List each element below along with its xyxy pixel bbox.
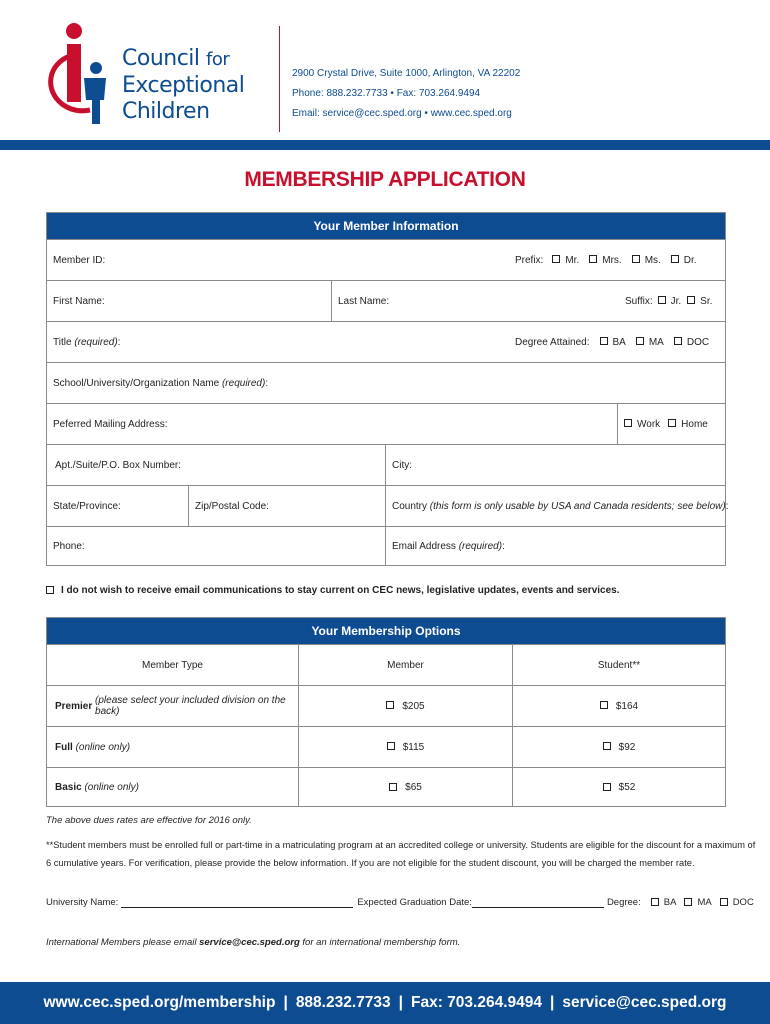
checkbox-icon[interactable] [387, 742, 395, 750]
full-member-option[interactable]: $115 [298, 727, 512, 767]
membership-header-row [47, 644, 725, 685]
membership-row-basic [47, 767, 725, 807]
membership-options-heading: Your Membership Options [47, 618, 725, 644]
row-state-zip-country [47, 485, 729, 526]
header-bar [0, 140, 770, 150]
city-field[interactable]: City: [385, 445, 725, 485]
mailing-home[interactable]: Home [668, 419, 708, 430]
dues-effective-note: The above dues rates are effective for 2016 only. [46, 815, 252, 826]
email-field[interactable]: Email Address (required) : [385, 527, 725, 566]
footer-phone: 888.232.7733 [295, 994, 391, 1011]
contact-block [292, 64, 520, 124]
student-degree-ba[interactable]: BA [651, 894, 677, 912]
phone-fax: Phone: 888.232.7733 • Fax: 703.264.9494 [292, 88, 481, 99]
footer-fax: Fax: 703.264.9494 [410, 994, 542, 1011]
student-verification-row: University Name: Expected Graduation Date: Degree: BA MA DOC [46, 894, 754, 912]
checkbox-icon[interactable] [674, 337, 682, 345]
degree-group: Degree Attained: BA MA DOC [515, 336, 710, 348]
footer-email-link[interactable]: service@cec.sped.org [562, 994, 727, 1011]
degree-doc[interactable]: DOC [674, 337, 709, 348]
suffix-group: Suffix: Jr. Sr. [625, 295, 713, 307]
member-info-heading: Your Member Information [47, 213, 725, 239]
prefix-dr[interactable]: Dr. [671, 255, 697, 266]
row-name [47, 280, 725, 321]
checkbox-icon[interactable] [624, 419, 632, 427]
org-name [122, 46, 244, 125]
premier-student-option[interactable]: $164 [512, 686, 725, 726]
row-member-id [47, 239, 725, 280]
checkbox-icon[interactable] [671, 255, 679, 263]
prefix-ms[interactable]: Ms. [632, 255, 661, 266]
checkbox-icon[interactable] [684, 898, 692, 906]
footer-website-link[interactable]: www.cec.sped.org/membership [43, 994, 276, 1011]
org-name-for: for [206, 49, 230, 70]
col-student: Student** [512, 645, 725, 685]
cec-logo [40, 20, 280, 132]
country-field[interactable]: Country (this form is only usable by USA and Canada residents; see below) : [385, 486, 725, 526]
phone-field[interactable]: Phone: [53, 541, 85, 552]
checkbox-icon[interactable] [552, 255, 560, 263]
last-name-field[interactable]: Last Name: [331, 281, 623, 321]
checkbox-icon[interactable] [651, 898, 659, 906]
student-eligibility-note: **Student members must be enrolled full or part-time in a matriculating program at an accredited college or university. Students are eligible for the discount for a maximum of 6 cumulative years. For verification, please provide the below information. If you are not eligible for the student discount, you will be charged the member rate. [46, 840, 756, 868]
degree-ma[interactable]: MA [636, 337, 664, 348]
suffix-sr[interactable]: Sr. [687, 296, 712, 307]
checkbox-icon[interactable] [600, 701, 608, 709]
cec-logo-icon [40, 20, 122, 132]
mailing-address-field[interactable]: Peferred Mailing Address: [53, 418, 168, 430]
premier-member-option[interactable]: $205 [298, 686, 512, 726]
checkbox-icon[interactable] [632, 255, 640, 263]
page-title: MEMBERSHIP APPLICATION [244, 168, 526, 191]
row-mailing [47, 403, 725, 444]
student-degree-ma[interactable]: MA [684, 894, 711, 912]
org-name-line2: Exceptional [122, 73, 245, 98]
footer-bar: www.cec.sped.org/membership | 888.232.7733 | Fax: 703.264.9494 | service@cec.sped.org [0, 982, 770, 1024]
prefix-mr[interactable]: Mr. [552, 255, 579, 266]
prefix-mrs[interactable]: Mrs. [589, 255, 621, 266]
international-note: International Members please email service@cec.sped.org for an international membership form. [46, 937, 461, 948]
member-id-field[interactable]: Member ID: [53, 254, 106, 266]
checkbox-icon[interactable] [658, 296, 666, 304]
checkbox-icon[interactable] [603, 783, 611, 791]
checkbox-icon[interactable] [389, 783, 397, 791]
row-apt-city [47, 444, 725, 485]
student-degree-doc[interactable]: DOC [720, 894, 754, 912]
checkbox-icon[interactable] [589, 255, 597, 263]
university-name-input[interactable] [121, 898, 353, 908]
basic-label: Basic (online only) [55, 782, 139, 793]
membership-options-table [46, 617, 726, 807]
address: 2900 Crystal Drive, Suite 1000, Arlington, VA 22202 [292, 68, 521, 79]
prefix-group: Prefix: Mr. Mrs. Ms. Dr. [515, 254, 697, 266]
col-member-type: Member Type [142, 659, 203, 671]
mailing-work[interactable]: Work [624, 419, 660, 430]
apt-field[interactable]: Apt./Suite/P.O. Box Number: [55, 459, 181, 471]
title-field[interactable]: Title (required) : [53, 336, 121, 348]
school-field[interactable]: School/University/Organization Name (required) : [53, 377, 269, 389]
suffix-jr[interactable]: Jr. [658, 296, 682, 307]
intl-email-link[interactable]: service@cec.sped.org [199, 937, 300, 948]
state-field[interactable]: State/Province: [53, 500, 121, 512]
membership-row-full [47, 726, 725, 767]
basic-student-option[interactable]: $52 [512, 768, 725, 807]
checkbox-icon[interactable] [603, 742, 611, 750]
checkbox-icon[interactable] [386, 701, 394, 709]
membership-row-premier [47, 685, 725, 726]
mailing-type-group [617, 404, 725, 444]
checkbox-icon[interactable] [668, 419, 676, 427]
checkbox-icon[interactable] [636, 337, 644, 345]
premier-label: Premier (please select your included division on the back) [55, 695, 286, 717]
email-web: Email: service@cec.sped.org • www.cec.sped.org [292, 108, 512, 119]
full-label: Full (online only) [55, 741, 131, 753]
zip-field[interactable]: Zip/Postal Code: [188, 486, 385, 526]
col-member: Member [298, 645, 512, 685]
graduation-date-input[interactable] [472, 898, 604, 908]
org-name-line3: Children [122, 99, 210, 124]
checkbox-icon[interactable] [720, 898, 728, 906]
basic-member-option[interactable]: $65 [298, 768, 512, 807]
full-student-option[interactable]: $92 [512, 727, 725, 767]
checkbox-icon[interactable] [46, 586, 54, 594]
checkbox-icon[interactable] [600, 337, 608, 345]
email-optout[interactable]: I do not wish to receive email communications to stay current on CEC news, legislative updates, events and services. [46, 585, 620, 596]
row-school [47, 362, 725, 403]
row-title [47, 321, 725, 362]
org-name-line1: Council [122, 46, 200, 71]
header-divider [279, 26, 280, 132]
degree-ba[interactable]: BA [600, 337, 626, 348]
member-info-table [46, 212, 729, 566]
row-phone-email [47, 526, 725, 566]
first-name-field[interactable]: First Name: [53, 295, 105, 307]
checkbox-icon[interactable] [687, 296, 695, 304]
